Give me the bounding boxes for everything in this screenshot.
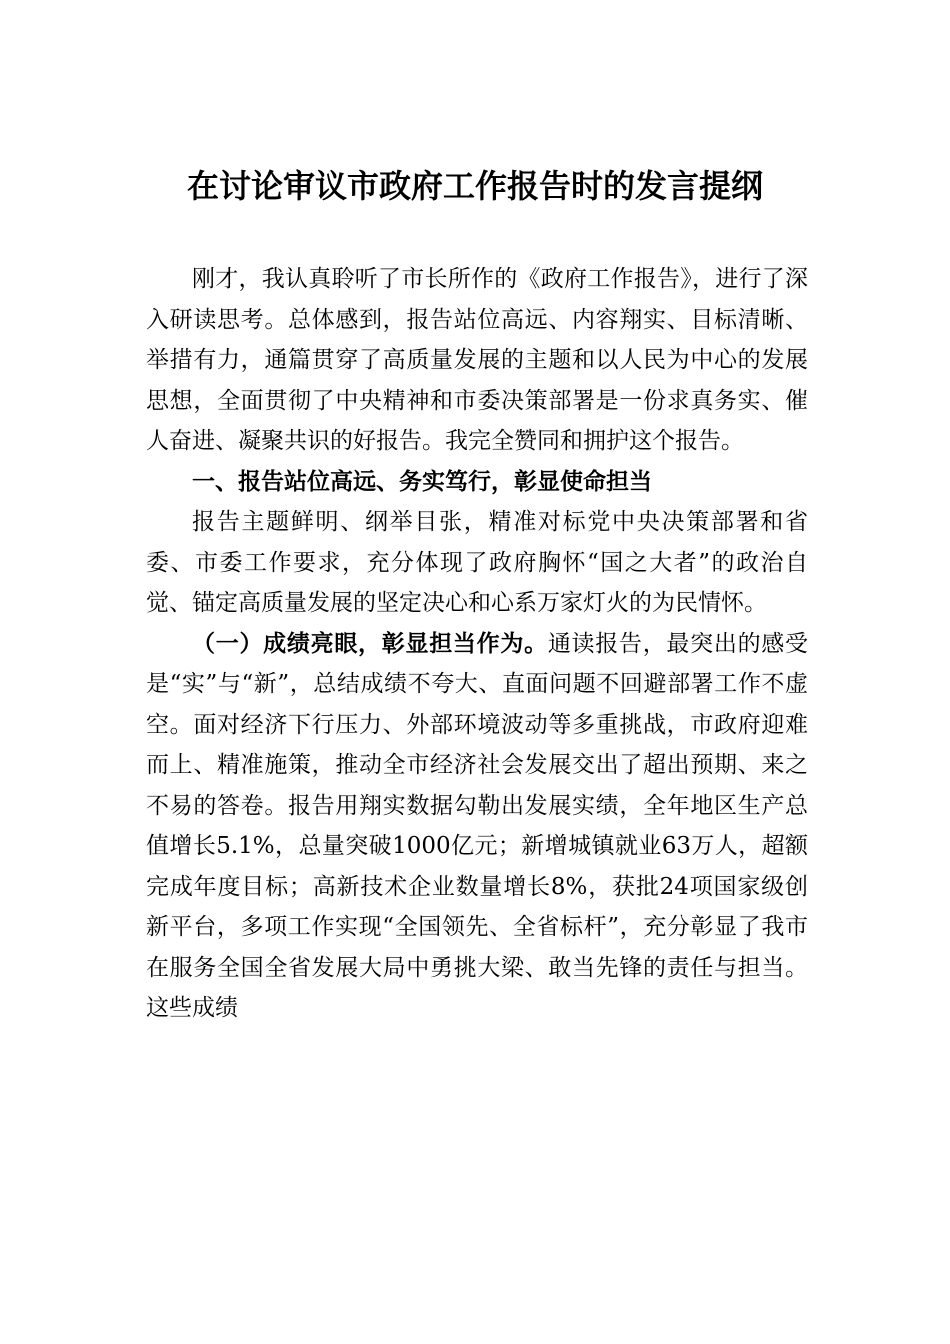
- subsection-1-lead: （一）成绩亮眼，彰显担当作为。: [192, 630, 548, 657]
- section-1-paragraph: 报告主题鲜明、纲举目张，精准对标党中央决策部署和省委、市委工作要求，充分体现了政府胸怀“国之大者”的政治自觉、锚定高质量发展的坚定决心和心系万家灯火的为民情怀。: [146, 509, 808, 616]
- intro-paragraph: 刚才，我认真聆听了市长所作的《政府工作报告》，进行了深入研读思考。总体感到，报告站位高远、内容翔实、目标清晰、举措有力，通篇贯穿了高质量发展的主题和以人民为中心的发展思想，全面贯彻了中央精神和市委决策部署是一份求真务实、催人奋进、凝聚共识的好报告。我完全赞同和拥护这个报告。: [146, 266, 808, 454]
- section-heading-1: 一、报告站位高远、务实笃行，彰显使命担当: [192, 468, 652, 495]
- subsection-1-text: 通读报告，最突出的感受是“实”与“新”，总结成绩不夸大、直面问题不回避部署工作不虚空。面对经济下行压力、外部环境波动等多重挑战，市政府迎难而上、精准施策，推动全市经济社会发展交出了超出预期、来之不易的答卷。报告用翔实数据勾勒出发展实绩，全年地区生产总值增长5.1%，总量突破1000亿元；新增城镇就业63万人，超额完成年度目标；高新技术企业数量增长8%，获批24项国家级创新平台，多项工作实现“全国领先、全省标杆”，充分彰显了我市在服务全国全省发展大局中勇挑大梁、敢当先锋的责任与担当。这些成绩: [146, 630, 809, 1021]
- subsection-1-paragraph: [146, 624, 808, 1029]
- document-title: 在讨论审议市政府工作报告时的发言提纲: [186, 167, 763, 205]
- document-body: [146, 259, 808, 1029]
